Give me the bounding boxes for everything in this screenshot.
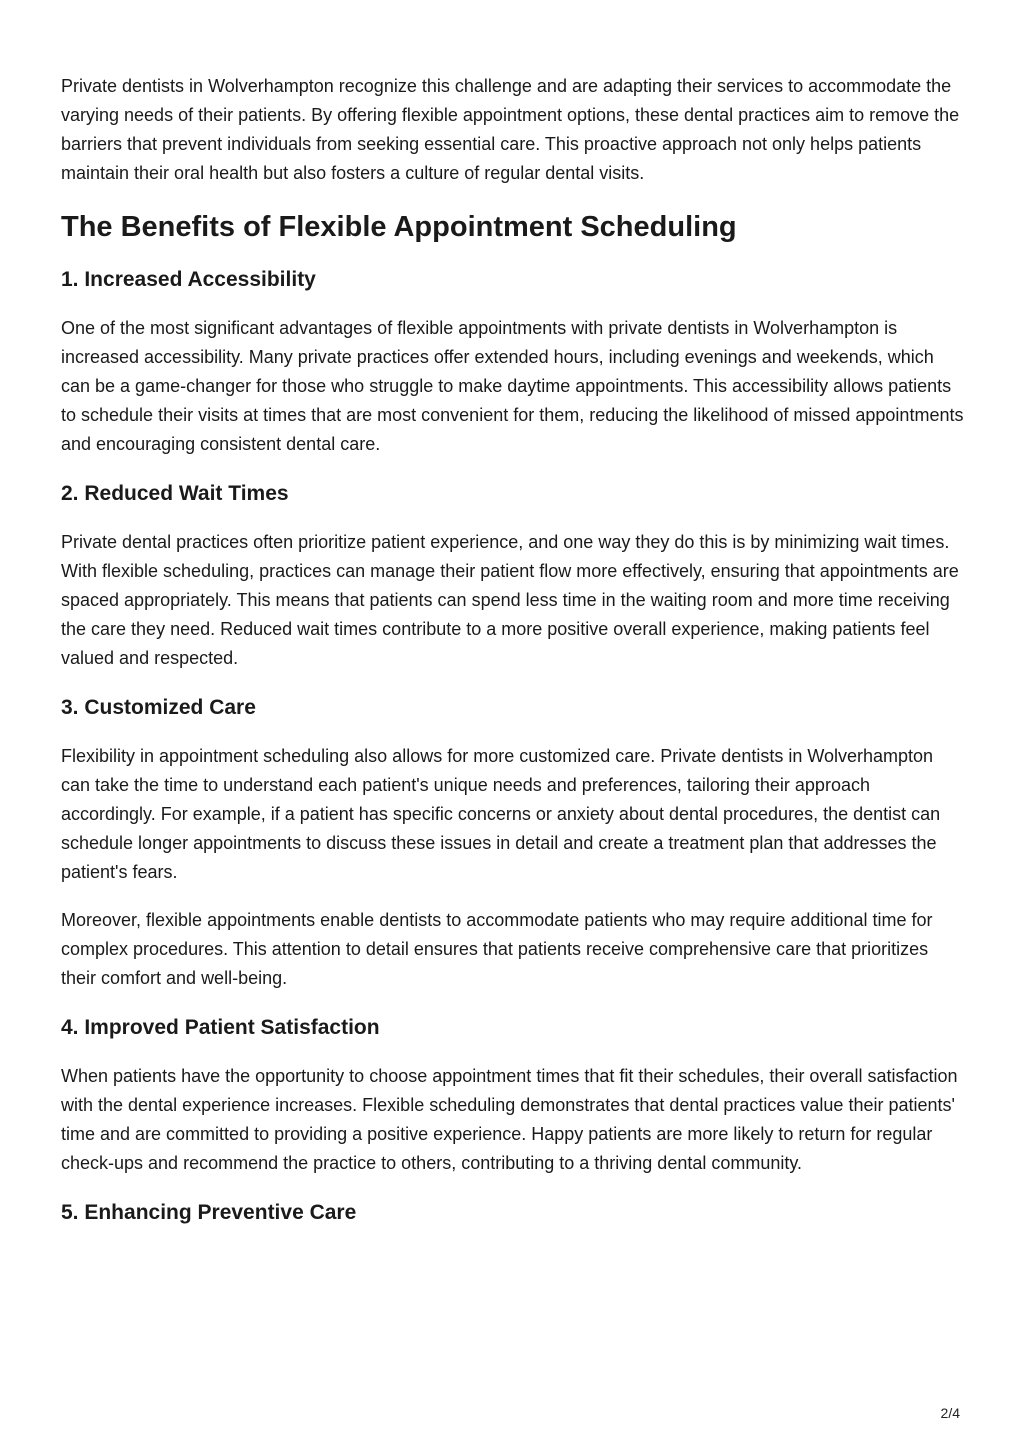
section-heading-accessibility: 1. Increased Accessibility <box>61 268 316 291</box>
section-heading-customized-care: 3. Customized Care <box>61 696 256 719</box>
main-heading: The Benefits of Flexible Appointment Scheduling <box>61 211 737 243</box>
page-number: 2/4 <box>940 1405 960 1421</box>
section-heading-wait-times: 2. Reduced Wait Times <box>61 482 289 505</box>
section-paragraph: One of the most significant advantages of flexible appointments with private dentists in Wolverhampton is increased accessibility. Many private practices offer extended hours, including evenings and weekends, which can be a game-changer for those who struggle to make daytime appointments. This accessibility allows patients to schedule their visits at times that are most convenient for them, reducing the likelihood of missed appointments and encouraging consistent dental care. <box>61 318 964 454</box>
section-heading-patient-satisfaction: 4. Improved Patient Satisfaction <box>61 1016 380 1039</box>
section-heading-preventive-care: 5. Enhancing Preventive Care <box>61 1201 357 1224</box>
section-paragraph: Private dental practices often prioritize patient experience, and one way they do this is by minimizing wait times. With flexible scheduling, practices can manage their patient flow more effectively, ensuring that appointments are spaced appropriately. This means that patients can spend less time in the waiting room and more time receiving the care they need. Reduced wait times contribute to a more positive overall experience, making patients feel valued and respected. <box>61 532 959 668</box>
intro-paragraph: Private dentists in Wolverhampton recognize this challenge and are adapting their services to accommodate the varying needs of their patients. By offering flexible appointment options, these dental practices aim to remove the barriers that prevent individuals from seeking essential care. This proactive approach not only helps patients maintain their oral health but also fosters a culture of regular dental visits. <box>61 76 960 183</box>
document-page <box>61 72 966 1227</box>
section-paragraph: When patients have the opportunity to choose appointment times that fit their schedules, their overall satisfaction with the dental experience increases. Flexible scheduling demonstrates that dental practices value their patients' time and are committed to providing a positive experience. Happy patients are more likely to return for regular check-ups and recommend the practice to others, contributing to a thriving dental community. <box>61 1066 958 1173</box>
section-paragraph: Moreover, flexible appointments enable dentists to accommodate patients who may require additional time for complex procedures. This attention to detail ensures that patients receive comprehensive care that prioritizes their comfort and well-being. <box>61 910 933 988</box>
section-paragraph: Flexibility in appointment scheduling also allows for more customized care. Private dentists in Wolverhampton can take the time to understand each patient's unique needs and preferences, tailoring their approach accordingly. For example, if a patient has specific concerns or anxiety about dental procedures, the dentist can schedule longer appointments to discuss these issues in detail and create a treatment plan that addresses the patient's fears. <box>61 746 941 882</box>
